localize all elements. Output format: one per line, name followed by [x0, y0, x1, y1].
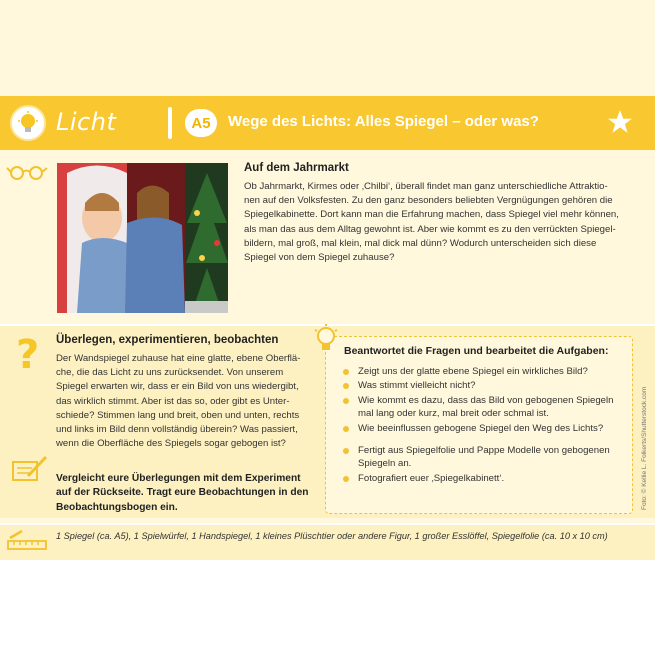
- section-body-ueberlegen: Der Wandspiegel zuhause hat eine glatte, ebene Oberflä- che, die das Licht zu uns zurücksendet. Von unserem Spiegel erwarten wir, dass er ein Bild von uns wiedergibt, das wirklich stimmt. Aber ist das so, oder gibt es Unter- schiede? Stimmen lang und breit, oben und unten, rechts und links im Bild denn vollständig überein? Was passiert, wenn die Oberfläche des Spiegels sogar gebogen ist?: [56, 353, 301, 450]
- task-item-text: Fertigt aus Spiegelfolie und Pappe Modelle von gebogenen Spiegeln an.: [358, 445, 610, 470]
- bullet-icon: [343, 369, 349, 375]
- task-item-text: Zeigt uns der glatte ebene Spiegel ein wirkliches Bild?: [358, 366, 588, 377]
- task-box: [325, 336, 633, 514]
- bullet-icon: [343, 383, 349, 389]
- glasses-icon: [6, 164, 48, 185]
- task-item: [340, 365, 628, 378]
- lightbulb-icon: [10, 105, 46, 141]
- photo-credit: Foto: © Kellie L. Folkerts/Shutterstock.com: [641, 386, 648, 510]
- section-body-vergleich: Vergleicht eure Überlegungen mit dem Experiment auf der Rückseite. Tragt eure Beobachtungen in den Beobachtungsbogen ein.: [56, 473, 309, 513]
- task-item-text: Fotografiert euer ‚Spiegelkabinett‘.: [358, 472, 505, 484]
- task-list: [340, 365, 628, 485]
- task-item: [340, 394, 628, 421]
- bullet-icon: [343, 426, 349, 432]
- pencil-paper-icon: [10, 454, 50, 489]
- lightbulb-icon: [313, 324, 339, 359]
- task-item-text: Was stimmt vielleicht nicht?: [358, 380, 476, 392]
- subject-title: Licht: [56, 108, 117, 136]
- header-divider: [168, 107, 172, 139]
- bullet-icon: [343, 476, 349, 482]
- worksheet: [0, 96, 655, 558]
- task-item: [340, 444, 628, 471]
- bullet-icon: [343, 398, 349, 404]
- section-title-ueberlegen: Überlegen, experimentieren, beobachten: [56, 334, 279, 346]
- task-title: Beantwortet die Fragen und bearbeitet die Aufgaben:: [344, 345, 609, 357]
- ruler-icon: [6, 529, 48, 556]
- bullet-icon: [343, 448, 349, 454]
- question-mark-icon: ?: [16, 332, 40, 378]
- star-icon: [607, 109, 633, 140]
- section-body-jahrmarkt: Ob Jahrmarkt, Kirmes oder ‚Chilbi‘, überall findet man ganz unterschiedliche Attraktio- nen auf den Volksfesten. Zu den ganz besonders beliebten Vergnügungen gehören die Spiegelkabinette. Dort kann man die Erfahrung machen, dass Spiegel viel mehr können, als man das aus dem Alltag gewohnt ist. Aber wie kommt es zu den verrückten Spiegel- bildern, mal groß, mal klein, mal dick mal dünn? Wodurch unterscheiden sich diese Spiegel von dem Spiegel zuhause?: [244, 181, 619, 264]
- page-title: Wege des Lichts: Alles Spiegel – oder was?: [228, 113, 539, 130]
- card-code-badge: A5: [185, 109, 217, 137]
- task-item: [340, 422, 628, 435]
- task-item-text: Wie kommt es dazu, dass das Bild von gebogenen Spiegeln mal lang oder kurz, mal breit oder schmal ist.: [358, 394, 614, 420]
- materials-bar: [0, 523, 655, 560]
- materials-list: 1 Spiegel (ca. A5), 1 Spielwürfel, 1 Handspiegel, 1 kleines Plüschtier oder andere Figur, 1 großer Esslöffel, Spiegelfolie (ca. 10 x 10 cm): [56, 531, 608, 541]
- task-item: [340, 379, 628, 392]
- task-item-text: Wie beeinflussen gebogene Spiegel den Weg des Lichts?: [358, 422, 604, 434]
- mirror-photo: [57, 163, 228, 313]
- header-bar: [0, 96, 655, 150]
- task-item: [340, 472, 628, 485]
- section-title-jahrmarkt: Auf dem Jahrmarkt: [244, 162, 349, 174]
